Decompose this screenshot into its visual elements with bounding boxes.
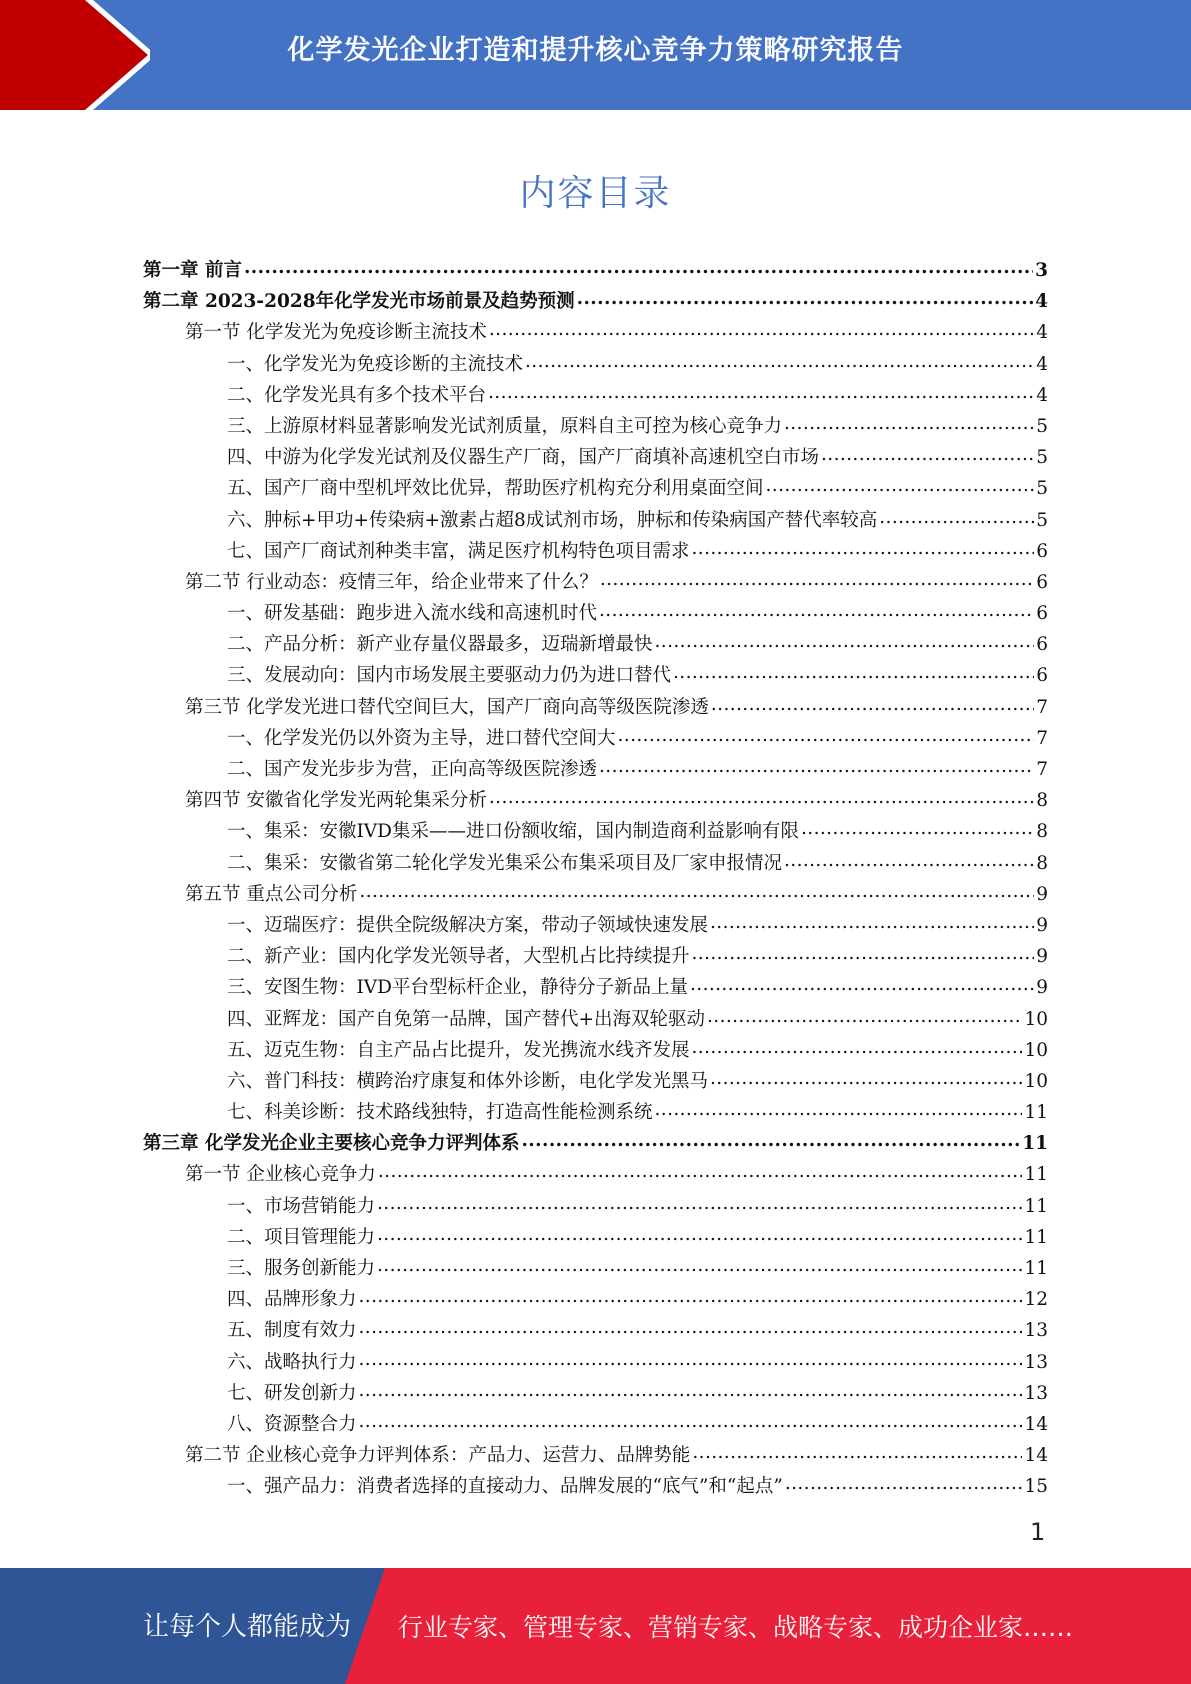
toc-entry-page: 6 — [1036, 540, 1048, 562]
toc-entry[interactable] — [143, 785, 1048, 816]
toc-leader-dots — [710, 1063, 1022, 1094]
footer-slogan-right: 行业专家、管理专家、营销专家、战略专家、成功企业家…… — [398, 1613, 1074, 1642]
toc-entry[interactable] — [143, 754, 1048, 785]
toc-entry-label: 第二节 行业动态：疫情三年，给企业带来了什么？ — [185, 571, 598, 593]
toc-entry[interactable] — [143, 660, 1048, 691]
toc-entry-label: 七、研发创新力 — [227, 1382, 357, 1404]
footer-banner — [0, 1568, 1191, 1684]
toc-entry[interactable] — [143, 1378, 1048, 1409]
toc-entry-label: 三、服务创新能力 — [227, 1258, 376, 1279]
toc-leader-dots — [577, 283, 1034, 314]
toc-entry-page: 4 — [1036, 322, 1048, 344]
toc-entry[interactable] — [143, 1440, 1048, 1471]
toc-entry-page: 6 — [1036, 665, 1048, 687]
toc-entry[interactable] — [143, 536, 1048, 567]
toc-entry[interactable] — [143, 1315, 1048, 1346]
toc-entry-page: 14 — [1024, 1413, 1048, 1435]
toc-leader-dots — [521, 1125, 1020, 1156]
toc-leader-dots — [879, 502, 1034, 533]
toc-entry[interactable] — [143, 255, 1048, 286]
toc-entry-label: 第一章 前言 — [143, 260, 242, 281]
toc-entry-label: 第三章 化学发光企业主要核心竞争力评判体系 — [143, 1133, 520, 1155]
toc-entry-label: 二、国产发光步步为营，正向高等级医院渗透 — [227, 759, 598, 780]
header-banner — [0, 0, 1191, 110]
toc-entry[interactable] — [143, 1004, 1048, 1035]
toc-entry[interactable] — [143, 1035, 1048, 1066]
toc-leader-dots — [488, 377, 1034, 408]
toc-entry-label: 二、集采：安徽省第二轮化学发光集采公布集采项目及厂家申报情况 — [227, 852, 783, 874]
table-of-contents — [143, 255, 1048, 1503]
toc-entry[interactable] — [143, 1284, 1048, 1315]
toc-entry-label: 第五节 重点公司分析 — [185, 883, 358, 905]
toc-entry[interactable] — [143, 1409, 1048, 1440]
toc-entry-page: 8 — [1036, 852, 1048, 874]
toc-entry-page: 10 — [1024, 1008, 1048, 1030]
toc-entry-page: 4 — [1036, 384, 1048, 406]
toc-entry-label: 一、市场营销能力 — [227, 1195, 376, 1217]
toc-leader-dots — [784, 408, 1034, 439]
toc-entry-label: 七、科美诊断：技术路线独特，打造高性能检测系统 — [227, 1102, 653, 1124]
toc-entry[interactable] — [143, 1253, 1048, 1284]
toc-entry-label: 一、研发基础：跑步进入流水线和高速机时代 — [227, 603, 598, 625]
toc-entry-page: 10 — [1024, 1039, 1048, 1061]
report-title: 化学发光企业打造和提升核心竞争力策略研究报告 — [287, 35, 904, 66]
red-arrow-decoration — [0, 0, 150, 110]
toc-entry[interactable] — [143, 941, 1048, 972]
toc-entry-page: 3 — [1035, 260, 1048, 281]
toc-entry-page: 13 — [1024, 1320, 1048, 1342]
toc-entry-page: 14 — [1024, 1445, 1048, 1467]
toc-entry-label: 三、发展动向：国内市场发展主要驱动力仍为进口替代 — [227, 665, 672, 687]
toc-leader-dots — [244, 252, 1033, 283]
toc-leader-dots — [359, 1344, 1023, 1375]
toc-entry-label: 四、亚辉龙：国产自免第一品牌，国产替代+出海双轮驱动 — [227, 1008, 706, 1030]
toc-entry-page: 13 — [1024, 1382, 1048, 1404]
toc-entry[interactable] — [143, 442, 1048, 473]
toc-entry[interactable] — [143, 473, 1048, 504]
toc-leader-dots — [692, 533, 1035, 564]
toc-leader-dots — [377, 1219, 1022, 1250]
toc-entry[interactable] — [143, 1159, 1048, 1190]
toc-entry-label: 五、国产厂商中型机坪效比优异，帮助医疗机构充分利用桌面空间 — [227, 478, 764, 500]
toc-entry-page: 9 — [1036, 977, 1048, 999]
toc-leader-dots — [525, 346, 1034, 377]
toc-leader-dots — [710, 907, 1034, 938]
toc-entry-page: 7 — [1036, 727, 1048, 749]
toc-entry-label: 二、产品分析：新产业存量仪器最多，迈瑞新增最快 — [227, 634, 653, 656]
toc-entry-page: 15 — [1024, 1476, 1048, 1498]
toc-entry-label: 六、普门科技：横跨治疗康复和体外诊断，电化学发光黑马 — [227, 1070, 709, 1092]
toc-leader-dots — [359, 876, 1034, 907]
toc-entry[interactable] — [143, 629, 1048, 660]
toc-entry-page: 11 — [1022, 1133, 1048, 1155]
toc-entry-label: 二、化学发光具有多个技术平台 — [227, 384, 487, 406]
toc-leader-dots — [673, 657, 1034, 688]
toc-entry[interactable] — [143, 380, 1048, 411]
toc-entry-label: 第二节 企业核心竞争力评判体系：产品力、运营力、品牌势能 — [185, 1445, 691, 1467]
toc-entry-page: 11 — [1024, 1102, 1048, 1124]
toc-entry-label: 第一节 企业核心竞争力 — [185, 1164, 376, 1186]
toc-entry-page: 6 — [1036, 634, 1048, 656]
toc-leader-dots — [655, 626, 1035, 657]
toc-entry-label: 第三节 化学发光进口替代空间巨大，国产厂商向高等级医院渗透 — [185, 696, 709, 718]
toc-leader-dots — [489, 782, 1034, 813]
toc-entry-label: 四、中游为化学发光试剂及仪器生产厂商，国产厂商填补高速机空白市场 — [227, 447, 820, 469]
toc-entry-label: 四、品牌形象力 — [227, 1289, 357, 1311]
toc-entry-label: 二、新产业：国内化学发光领导者，大型机占比持续提升 — [227, 946, 690, 968]
toc-entry[interactable] — [143, 972, 1048, 1003]
toc-entry[interactable] — [143, 1097, 1048, 1128]
toc-entry-page: 5 — [1036, 478, 1048, 500]
toc-entry[interactable] — [143, 723, 1048, 754]
toc-entry-page: 6 — [1036, 571, 1048, 593]
toc-leader-dots — [600, 564, 1034, 595]
toc-entry-page: 10 — [1024, 1070, 1048, 1092]
footer-slogan-left: 让每个人都能成为 — [143, 1612, 352, 1642]
toc-leader-dots — [378, 1156, 1023, 1187]
toc-entry-label: 三、安图生物：IVD平台型标杆企业，静待分子新品上量 — [227, 977, 689, 999]
toc-entry[interactable] — [143, 1222, 1048, 1253]
toc-entry[interactable] — [143, 1347, 1048, 1378]
toc-entry[interactable] — [143, 567, 1048, 598]
toc-leader-dots — [599, 595, 1034, 626]
toc-entry[interactable] — [143, 598, 1048, 629]
toc-entry[interactable] — [143, 505, 1048, 536]
toc-leader-dots — [692, 1032, 1023, 1063]
toc-entry-page: 5 — [1036, 447, 1048, 469]
toc-entry-page: 7 — [1036, 696, 1048, 718]
toc-entry-label: 二、项目管理能力 — [227, 1226, 376, 1248]
toc-entry-page: 9 — [1036, 914, 1048, 936]
toc-entry[interactable] — [143, 1066, 1048, 1097]
toc-entry[interactable] — [143, 879, 1048, 910]
toc-entry-page: 6 — [1036, 603, 1048, 625]
toc-entry-label: 八、资源整合力 — [227, 1413, 357, 1435]
toc-leader-dots — [784, 845, 1034, 876]
toc-entry-label: 第一节 化学发光为免疫诊断主流技术 — [185, 322, 487, 344]
toc-leader-dots — [655, 1094, 1023, 1125]
toc-leader-dots — [377, 1188, 1022, 1219]
toc-entry-page: 13 — [1024, 1351, 1048, 1373]
toc-entry[interactable] — [143, 349, 1048, 380]
toc-leader-dots — [766, 470, 1035, 501]
toc-entry-label: 三、上游原材料显著影响发光试剂质量，原料自主可控为核心竞争力 — [227, 415, 783, 437]
toc-heading: 内容目录 — [519, 173, 672, 214]
toc-entry[interactable] — [143, 1471, 1048, 1502]
toc-leader-dots — [377, 1250, 1022, 1281]
toc-leader-dots — [785, 1468, 1023, 1499]
toc-entry[interactable] — [143, 848, 1048, 879]
toc-leader-dots — [692, 938, 1035, 969]
toc-entry[interactable] — [143, 411, 1048, 442]
toc-entry-label: 六、肿标+甲功+传染病+激素占超8成试剂市场，肿标和传染病国产替代率较高 — [227, 509, 878, 531]
toc-entry-label: 七、国产厂商试剂种类丰富，满足医疗机构特色项目需求 — [227, 540, 690, 562]
toc-entry-label: 五、制度有效力 — [227, 1320, 357, 1342]
toc-entry[interactable] — [143, 1128, 1048, 1159]
toc-entry-label: 一、迈瑞医疗：提供全院级解决方案，带动子领域快速发展 — [227, 914, 709, 936]
toc-leader-dots — [707, 1001, 1022, 1032]
toc-leader-dots — [692, 1437, 1022, 1468]
toc-entry-page: 8 — [1036, 790, 1048, 812]
toc-entry-label: 五、迈克生物：自主产品占比提升，发光携流水线齐发展 — [227, 1039, 690, 1061]
toc-entry-label: 一、集采：安徽IVD集采——进口份额收缩，国内制造商利益影响有限 — [227, 821, 800, 843]
toc-entry[interactable] — [143, 692, 1048, 723]
toc-leader-dots — [359, 1406, 1023, 1437]
toc-entry[interactable] — [143, 816, 1048, 847]
toc-leader-dots — [801, 813, 1034, 844]
toc-entry-label: 一、化学发光为免疫诊断的主流技术 — [227, 353, 524, 375]
toc-leader-dots — [359, 1281, 1023, 1312]
toc-leader-dots — [359, 1375, 1023, 1406]
toc-entry[interactable] — [143, 910, 1048, 941]
toc-leader-dots — [489, 314, 1034, 345]
toc-leader-dots — [618, 720, 1035, 751]
toc-entry-label: 第二章 2023-2028年化学发光市场前景及趋势预测 — [143, 291, 575, 313]
toc-entry-label: 一、强产品力：消费者选择的直接动力、品牌发展的“底气”和“起点” — [227, 1476, 783, 1498]
toc-entry-label: 第四节 安徽省化学发光两轮集采分析 — [185, 790, 487, 812]
toc-entry-label: 六、战略执行力 — [227, 1351, 357, 1373]
toc-entry[interactable] — [143, 286, 1048, 317]
toc-entry-page: 11 — [1024, 1226, 1048, 1248]
toc-leader-dots — [690, 969, 1034, 1000]
toc-entry-label: 一、化学发光仍以外资为主导，进口替代空间大 — [227, 727, 616, 749]
toc-leader-dots — [599, 751, 1034, 782]
toc-entry-page: 8 — [1036, 821, 1048, 843]
toc-entry-page: 12 — [1024, 1289, 1048, 1311]
toc-entry[interactable] — [143, 1191, 1048, 1222]
toc-entry-page: 9 — [1036, 946, 1048, 968]
toc-entry-page: 11 — [1024, 1195, 1048, 1217]
toc-entry-page: 9 — [1036, 883, 1048, 905]
toc-entry-page: 4 — [1036, 353, 1048, 375]
toc-entry-page: 7 — [1036, 759, 1048, 780]
toc-entry-page: 4 — [1035, 291, 1048, 313]
toc-entry-page: 11 — [1024, 1164, 1048, 1186]
toc-leader-dots — [359, 1312, 1023, 1343]
toc-leader-dots — [711, 689, 1034, 720]
page-number: 1 — [1030, 1518, 1046, 1546]
toc-entry-page: 5 — [1036, 509, 1048, 531]
toc-entry[interactable] — [143, 317, 1048, 348]
toc-leader-dots — [821, 439, 1034, 470]
toc-entry-page: 5 — [1036, 415, 1048, 437]
toc-entry-page: 11 — [1024, 1258, 1048, 1279]
